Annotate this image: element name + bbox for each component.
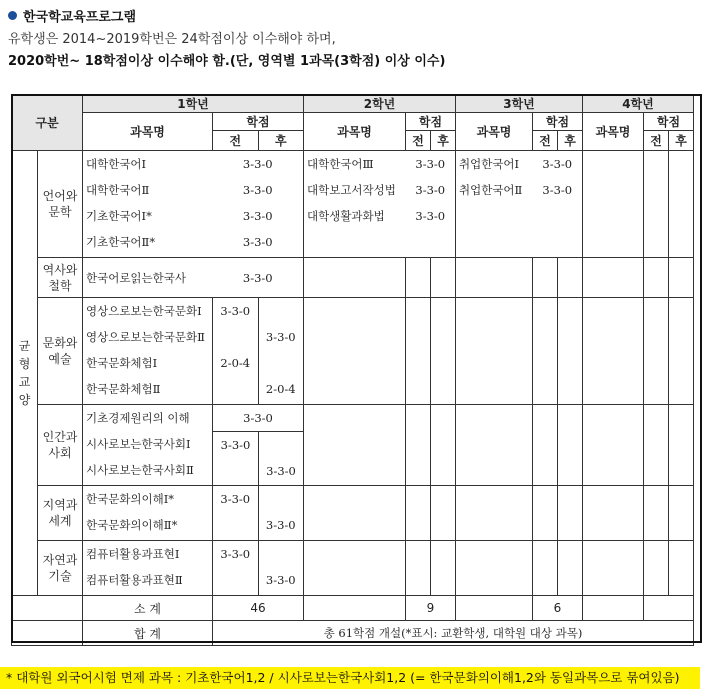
y4-first-header: 전 <box>644 131 669 151</box>
subtotal-year2: 9 <box>406 596 456 621</box>
list-item: 한국문화의이해Ⅰ* <box>86 492 175 506</box>
y4-subject-header: 과목명 <box>583 113 644 151</box>
list-item: 대학생활과화법 <box>307 209 385 223</box>
y1-credit-header: 학점 <box>213 113 304 131</box>
credit-value: 3-3-0 <box>242 209 273 223</box>
list-item: 컴퓨터활용과표현Ⅰ <box>86 547 180 561</box>
area-culture-arts: 문화와 예술 <box>38 298 83 405</box>
list-item: 시사로보는한국사회Ⅱ <box>86 463 194 477</box>
y1-first-header: 전 <box>213 131 259 151</box>
area-history-philosophy: 역사와 철학 <box>38 258 83 298</box>
total-label: 합 계 <box>83 621 213 646</box>
y4-credit-header: 학점 <box>644 113 694 131</box>
credit-value: 3-3-0 <box>415 209 446 223</box>
exemption-note: * 대학원 외국어시험 면제 과목 : 기초한국어1,2 / 시사로보는한국사회1,2 (= 한국문화의이해1,2와 동일과목으로 묶여있음) <box>0 667 700 689</box>
credit-value: 3-3-0 <box>242 157 273 171</box>
y2-first-header: 전 <box>406 131 431 151</box>
list-item: 컴퓨터활용과표현Ⅱ <box>86 573 183 587</box>
year1-header: 1학년 <box>83 95 304 113</box>
area-region-world: 지역과 세계 <box>38 486 83 541</box>
list-item: 기초경제원리의 이해 <box>86 411 190 425</box>
list-item: 영상으로보는한국문화Ⅰ <box>86 304 202 318</box>
y4-second-header: 후 <box>669 131 694 151</box>
balanced-liberal-arts-label: 균 형 교 양 <box>12 151 38 596</box>
credit-value: 3-3-0 <box>220 304 251 318</box>
list-item: 대학한국어Ⅲ <box>307 157 374 171</box>
credit-value: 3-3-0 <box>265 518 296 532</box>
y3-subject-header: 과목명 <box>456 113 533 151</box>
credit-value: 3-3-0 <box>242 235 273 249</box>
list-item: 한국문화체험Ⅱ <box>86 382 161 396</box>
credit-value: 3-3-0 <box>415 157 446 171</box>
year3-header: 3학년 <box>456 95 583 113</box>
subtotal-year1: 46 <box>213 596 304 621</box>
credit-value: 3-3-0 <box>415 183 446 197</box>
list-item: 취업한국어Ⅰ <box>459 157 520 171</box>
y1-second-header: 후 <box>258 131 304 151</box>
list-item: 한국문화체험Ⅰ <box>86 356 158 370</box>
area-language-literature: 언어와 문학 <box>38 151 83 258</box>
y1-subject-header: 과목명 <box>83 113 213 151</box>
list-item: 대학한국어Ⅰ <box>86 157 147 171</box>
list-item: 취업한국어Ⅱ <box>459 183 523 197</box>
area-nature-technology: 자연과 기술 <box>38 541 83 596</box>
bullet-icon <box>8 11 17 20</box>
program-title-text: 한국학교육프로그램 <box>23 10 137 25</box>
list-item: 기초한국어Ⅱ* <box>86 235 156 249</box>
list-item: 영상으로보는한국문화Ⅱ <box>86 330 205 344</box>
credit-value: 2-0-4 <box>265 382 296 396</box>
credit-value: 2-0-4 <box>220 356 251 370</box>
credit-value: 3-3-0 <box>220 547 251 561</box>
requirement-line-1: 유학생은 2014~2019학번은 24학점이상 이수해야 하며, <box>8 32 336 47</box>
list-item: 기초한국어Ⅰ* <box>86 209 152 223</box>
list-item: 한국문화의이해Ⅱ* <box>86 518 178 532</box>
list-item: 한국어로읽는한국사 <box>86 270 186 285</box>
y3-second-header: 후 <box>558 131 583 151</box>
subtotal-label: 소 계 <box>83 596 213 621</box>
credit-value: 3-3-0 <box>265 330 296 344</box>
credit-value: 3-3-0 <box>242 183 273 197</box>
requirement-line-2: 2020학번~ 18학점이상 이수해야 함.(단, 영역별 1과목(3학점) 이상 이수) <box>8 54 446 69</box>
table-outer-border <box>11 94 702 643</box>
list-item: 대학보고서작성법 <box>307 183 396 197</box>
total-text: 총 61학점 개설(*표시: 교환학생, 대학원 대상 과목) <box>213 621 694 646</box>
credit-value: 3-3-0 <box>542 183 573 197</box>
list-item: 대학한국어Ⅱ <box>86 183 150 197</box>
credit-value: 3-3-0 <box>542 157 573 171</box>
credit-value: 3-3-0 <box>265 573 296 587</box>
list-item: 시사로보는한국사회Ⅰ <box>86 437 191 451</box>
credit-value: 3-3-0 <box>220 438 251 452</box>
credit-value: 3-3-0 <box>220 492 251 506</box>
y2-subject-header: 과목명 <box>304 113 406 151</box>
y3-first-header: 전 <box>533 131 558 151</box>
year4-header: 4학년 <box>583 95 694 113</box>
y2-credit-header: 학점 <box>406 113 456 131</box>
credit-value: 3-3-0 <box>242 270 273 285</box>
y3-credit-header: 학점 <box>533 113 583 131</box>
year2-header: 2학년 <box>304 95 456 113</box>
credit-value: 3-3-0 <box>213 405 303 432</box>
y2-second-header: 후 <box>431 131 456 151</box>
credit-value: 3-3-0 <box>266 464 296 478</box>
program-title <box>8 6 136 25</box>
subtotal-year3: 6 <box>533 596 583 621</box>
gubun-header: 구분 <box>12 95 83 151</box>
area-human-society: 인간과 사회 <box>38 405 83 486</box>
